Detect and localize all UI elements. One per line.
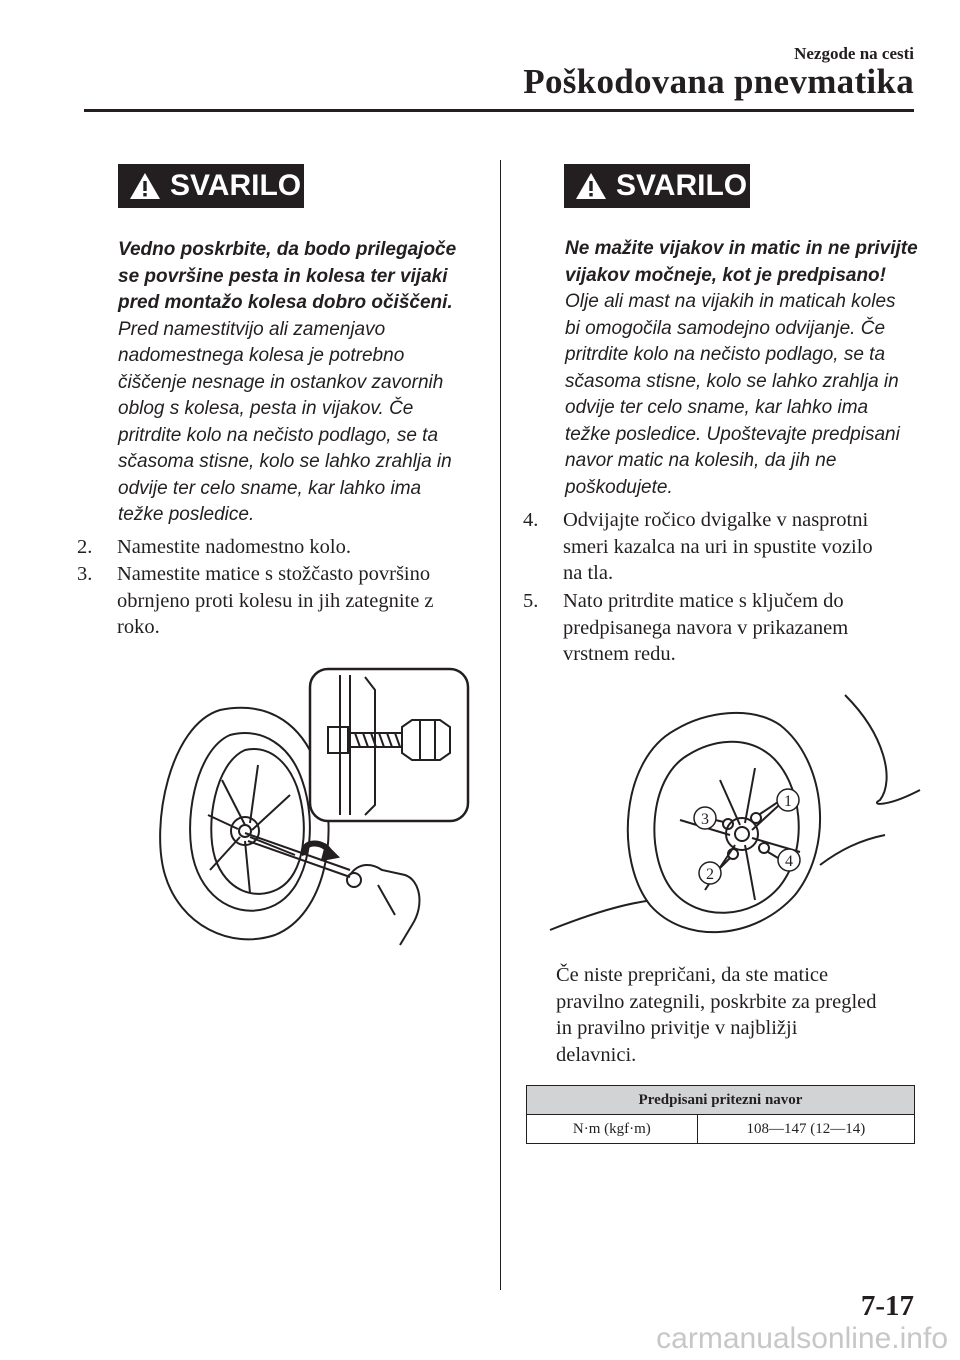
- step-line: vrstnem redu.: [563, 643, 676, 665]
- step-line: Namestite matice s stožčasto površino: [117, 563, 431, 585]
- note-line: delavnici.: [556, 1043, 637, 1066]
- warning-line: Olje ali mast na vijakih in maticah koles: [565, 291, 896, 312]
- order-marker-2: [699, 862, 721, 884]
- warning-line: Pred namestitvijo ali zamenjavo: [118, 318, 386, 340]
- step-number: 4.: [523, 509, 539, 531]
- column-divider: [500, 160, 501, 1290]
- warning-text-left: [118, 237, 488, 529]
- note-line: in pravilno privitje v najbližji: [556, 1017, 798, 1039]
- note-line: Če niste prepričani, da ste matice: [556, 964, 829, 986]
- step-3: [77, 561, 487, 641]
- step-line: predpisanega navora v prikazanem: [563, 616, 849, 639]
- warning-triangle-icon: [574, 171, 608, 201]
- warning-line: nadomestnega kolesa je potrebno: [118, 345, 405, 366]
- warning-line: odvije ter celo sname, kar lahko ima: [565, 397, 869, 418]
- order-marker-4: [778, 849, 800, 871]
- warning-bold-line: Vedno poskrbite, da bodo prilegajoče: [118, 239, 457, 260]
- page-number: 7-17: [860, 1290, 914, 1322]
- warning-line: pritrdite kolo na nečisto podlago, se ta: [565, 344, 886, 365]
- warning-bold-line: Ne mažite vijakov in matic in ne privijte: [565, 238, 918, 259]
- warning-line: sčasoma stisne, kolo se lahko zrahlja in: [565, 370, 899, 392]
- page-title: Poškodovana pnevmatika: [523, 62, 914, 101]
- step-line: Odvijajte ročico dvigalke v nasprotni: [563, 509, 869, 531]
- warning-label-left: SVARILO: [170, 169, 302, 202]
- warning-line: čiščenje nesnage in ostankov zavornih: [118, 371, 444, 393]
- torque-note: [556, 962, 916, 1068]
- tightening-order-illustration: [540, 690, 925, 955]
- torque-table: [526, 1085, 915, 1144]
- warning-line: navor matic na kolesih, da jih ne: [565, 450, 837, 471]
- note-line: pravilno zategnili, poskrbite za pregled: [556, 990, 877, 1013]
- warning-line: oblog s kolesa, pesta in vijakov. Če: [118, 398, 414, 419]
- step-4: [523, 507, 923, 587]
- warning-badge-left: [118, 164, 304, 208]
- warning-label-right: SVARILO: [616, 169, 748, 202]
- torque-table-header: Predpisani pritezni navor: [527, 1086, 915, 1115]
- step-number: 2.: [77, 536, 93, 558]
- watermark: carmanualsonline.info: [656, 1322, 948, 1355]
- svg-text:3: 3: [701, 811, 709, 828]
- step-5: [523, 588, 923, 668]
- step-number: 3.: [77, 563, 93, 585]
- warning-line: pritrdite kolo na nečisto podlago, se ta: [118, 424, 439, 446]
- torque-unit-cell: N·m (kgf·m): [527, 1115, 698, 1144]
- section-title: Nezgode na cesti: [794, 44, 914, 63]
- warning-line: težke posledice. Upoštevajte predpisani: [565, 423, 900, 445]
- warning-line: težke posledice.: [118, 504, 255, 525]
- warning-line: sčasoma stisne, kolo se lahko zrahlja in: [118, 451, 452, 472]
- step-2: [77, 534, 487, 561]
- svg-text:1: 1: [784, 793, 792, 810]
- step-number: 5.: [523, 590, 539, 612]
- order-marker-1: [777, 789, 799, 811]
- warning-line: odvije ter celo sname, kar lahko ima: [118, 477, 422, 499]
- step-line: obrnjeno proti kolesu in jih zategnite z: [117, 589, 434, 612]
- warning-badge-right: [564, 164, 750, 208]
- step-line: Nato pritrdite matice s ključem do: [563, 590, 844, 612]
- warning-line: bi omogočila samodejno odvijanje. Če: [565, 317, 886, 339]
- warning-triangle-icon: [128, 171, 162, 201]
- svg-text:2: 2: [706, 866, 714, 883]
- wheel-nut-illustration: [150, 665, 480, 955]
- order-marker-3: [694, 807, 716, 829]
- step-line: na tla.: [563, 562, 614, 584]
- step-line: roko.: [117, 616, 160, 638]
- svg-text:4: 4: [785, 853, 793, 870]
- warning-text-right: [565, 236, 920, 501]
- warning-bold-line: pred montažo kolesa dobro očiščeni.: [118, 292, 453, 313]
- warning-line: poškodujete.: [565, 476, 673, 498]
- step-line: smeri kazalca na uri in spustite vozilo: [563, 535, 873, 558]
- warning-bold-line: se površine pesta in kolesa ter vijaki: [118, 265, 448, 287]
- torque-value-cell: 108—147 (12—14): [697, 1115, 914, 1144]
- header-rule: [84, 109, 914, 112]
- warning-bold-line: vijakov močneje, kot je predpisano!: [565, 264, 886, 286]
- step-line: Namestite nadomestno kolo.: [117, 536, 351, 558]
